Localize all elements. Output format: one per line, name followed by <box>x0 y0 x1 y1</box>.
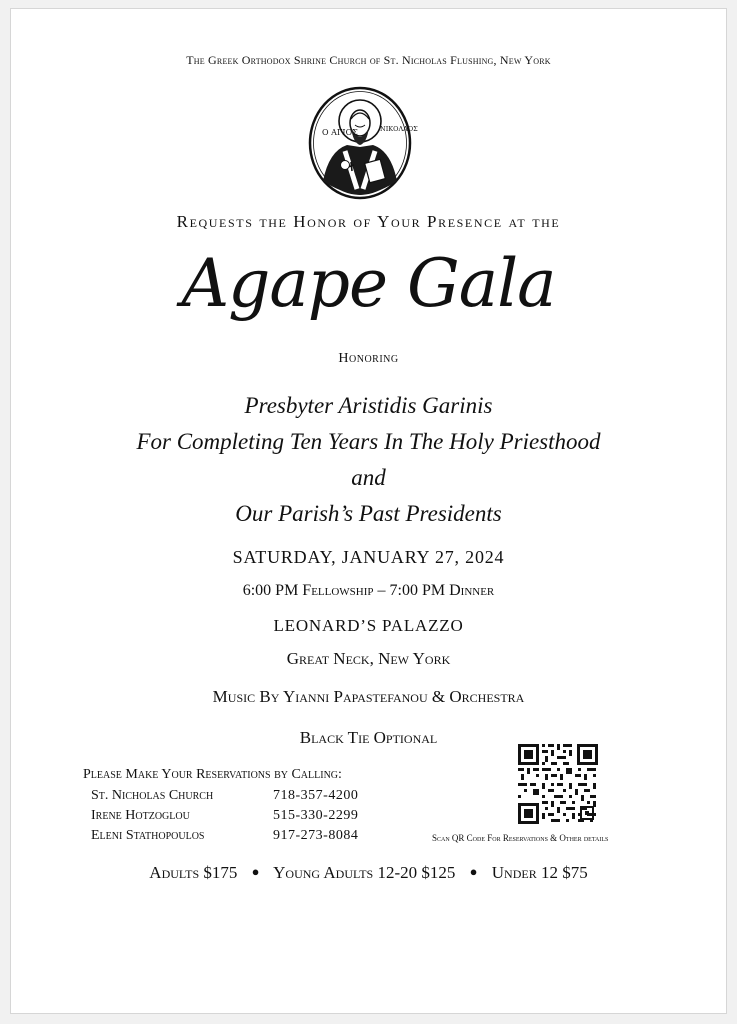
contact-name: St. Nicholas Church <box>91 788 214 803</box>
contact-name: Eleni Stathopoulos <box>91 828 205 843</box>
event-title: Agape Gala <box>181 245 556 322</box>
contact-phone: 917-273-8084 <box>273 828 359 843</box>
price-under-12: Under 12 $75 <box>491 863 588 882</box>
qr-caption: Scan QR Code For Reservations & Other details <box>432 833 609 843</box>
event-date: SATURDAY, JANUARY 27, 2024 <box>232 547 505 567</box>
honoree-line: Presbyter Aristidis Garinis <box>244 393 493 418</box>
bullet-separator: ● <box>469 864 478 879</box>
contact-row <box>91 808 358 824</box>
invitation-request-line: Requests the Honor of Your Presence at the <box>176 212 561 231</box>
ticket-prices <box>11 863 726 883</box>
dress-code: Black Tie Optional <box>299 728 438 747</box>
honoree-line: and <box>351 465 386 490</box>
saint-nicholas-icon <box>307 85 418 201</box>
honoree-line: Our Parish’s Past Presidents <box>235 501 502 526</box>
honoring-label: Honoring <box>338 351 399 366</box>
honoree-line: For Completing Ten Years In The Holy Priesthood <box>136 429 601 454</box>
contact-phone: 515-330-2299 <box>273 808 359 823</box>
invitation-page <box>10 8 727 1014</box>
contact-name: Irene Hotzoglou <box>91 808 190 823</box>
event-venue: LEONARD’S PALAZZO <box>273 616 464 635</box>
qr-code[interactable] <box>517 743 599 825</box>
contact-phone: 718-357-4200 <box>273 788 359 803</box>
reservations-title: Please Make Your Reservations by Calling: <box>83 767 342 782</box>
icon-inscription-left: Ο ΑΓΙΟΣ <box>322 128 358 137</box>
church-name: The Greek Orthodox Shrine Church of St. Nicholas Flushing, New York <box>186 53 551 67</box>
price-young-adults: Young Adults 12-20 $125 <box>273 863 456 882</box>
event-music: Music By Yianni Papastefanou & Orchestra <box>212 687 525 706</box>
contact-row <box>91 828 358 844</box>
icon-inscription-right: ΝΙΚΟΛΑΟΣ <box>380 125 418 133</box>
contact-row <box>91 788 358 804</box>
bullet-separator: ● <box>251 864 260 879</box>
price-adults: Adults $175 <box>149 863 238 882</box>
event-times: 6:00 PM Fellowship – 7:00 PM Dinner <box>242 582 495 599</box>
event-city: Great Neck, New York <box>286 649 451 668</box>
